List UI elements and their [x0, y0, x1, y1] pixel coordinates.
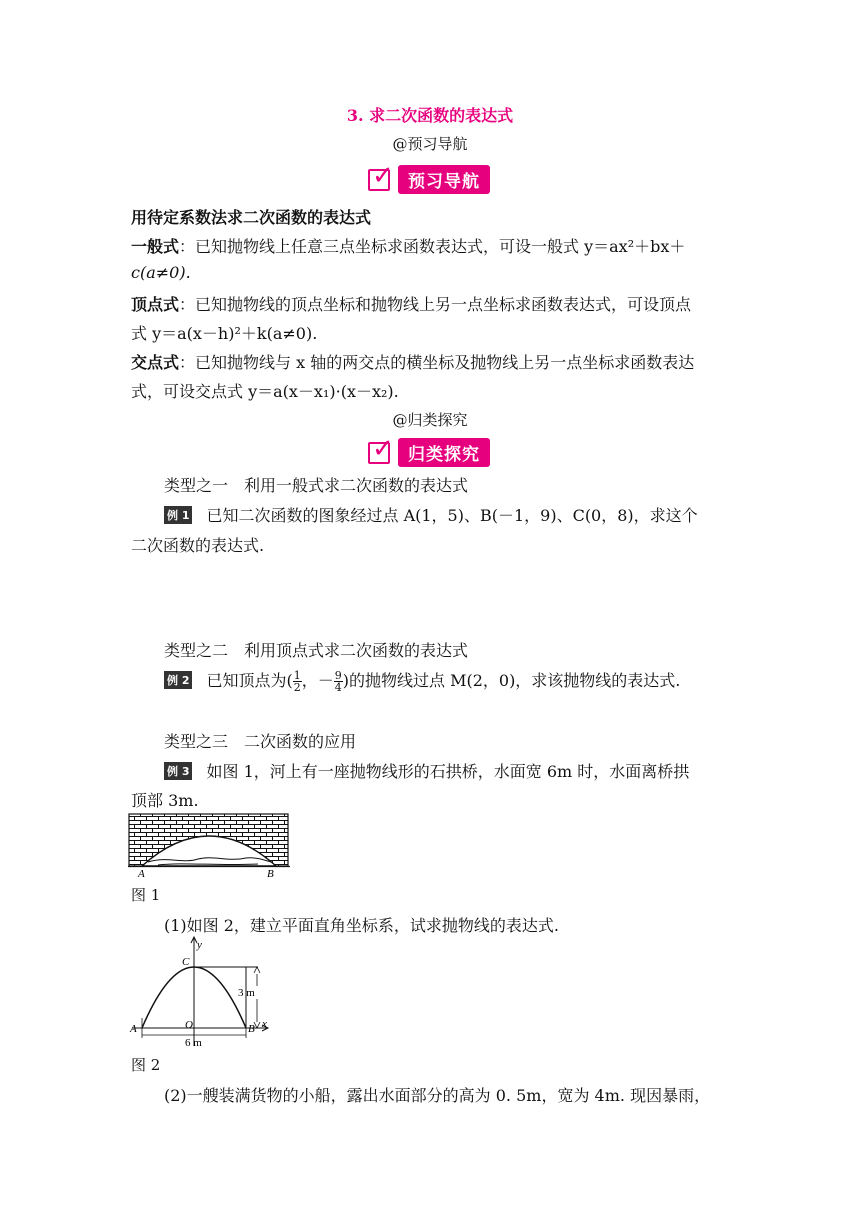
example2-tag: 例 2 — [164, 671, 192, 689]
figure1-bridge — [128, 812, 290, 880]
fig1-label-b: B — [267, 868, 274, 880]
section-marker-explore: @归类探究 — [392, 411, 468, 429]
badge-label: 预习导航 — [398, 165, 490, 194]
fraction-nine-quarters: $\frac{9}{4}$ — [334, 669, 342, 694]
general-form-text: ：已知抛物线上任意三点坐标求函数表达式，可设一般式 y＝ax²＋bx＋ — [179, 237, 686, 256]
example2-post: )的抛物线过点 M(2，0)，求该抛物线的表达式. — [342, 671, 681, 690]
section-marker-preview: @预习导航 — [392, 135, 468, 153]
question1: (1)如图 2，建立平面直角坐标系，试求抛物线的表达式. — [164, 916, 560, 935]
type2-heading: 类型之二 利用顶点式求二次函数的表达式 — [164, 641, 469, 660]
example2-line — [164, 668, 680, 693]
method-heading: 用待定系数法求二次函数的表达式 — [131, 208, 372, 227]
fraction-one-half: $\frac{1}{2}$ — [293, 669, 301, 694]
checkbox-icon: ✓ — [368, 442, 390, 464]
fig2-label-b: B — [248, 1023, 255, 1035]
fig2-height-label: 3 m — [238, 987, 255, 999]
vertex-form-label: 顶点式 — [131, 295, 180, 314]
vertex-form-line2: 式 y＝a(x－h)²＋k(a≠0). — [131, 324, 318, 343]
example3-text: 如图 1，河上有一座抛物线形的石拱桥，水面宽 6m 时，水面离桥拱 — [206, 762, 690, 781]
fig1-label-a: A — [138, 868, 145, 880]
intercept-form-line2: 式，可设交点式 y＝a(x－x₁)·(x－x₂). — [131, 382, 399, 401]
fig2-label-a: A — [130, 1023, 137, 1035]
type1-heading: 类型之一 利用一般式求二次函数的表达式 — [164, 476, 469, 495]
example3-line1 — [164, 759, 689, 782]
example1-tag: 例 1 — [164, 506, 192, 524]
page-title: 3. 求二次函数的表达式 — [346, 106, 514, 125]
intercept-form-line1 — [131, 350, 694, 373]
vertex-form-text: ：已知抛物线的顶点坐标和抛物线上另一点坐标求函数表达式，可设顶点 — [179, 295, 692, 314]
checkbox-icon: ✓ — [368, 169, 390, 191]
general-form-line1 — [131, 234, 685, 257]
fig2-label-x: x — [262, 1018, 267, 1030]
section-badge-explore — [368, 433, 490, 467]
example3-tag: 例 3 — [164, 762, 192, 780]
general-form-line2: c(a≠0). — [131, 263, 191, 282]
figure1-caption: 图 1 — [131, 886, 161, 904]
example1-line2: 二次函数的表达式. — [131, 536, 265, 555]
intercept-form-label: 交点式 — [131, 353, 180, 372]
badge-label: 归类探究 — [398, 438, 490, 467]
example1-line1 — [164, 503, 698, 526]
fig2-label-y: y — [197, 939, 202, 951]
vertex-form-line1 — [131, 292, 691, 315]
figure2-caption: 图 2 — [131, 1056, 161, 1074]
question2: (2)一艘装满货物的小船，露出水面部分的高为 0. 5m，宽为 4m. 现因暴雨， — [164, 1086, 711, 1105]
fig2-label-o: O — [185, 1019, 193, 1031]
fig2-label-c: C — [182, 956, 190, 968]
example1-text: 已知二次函数的图象经过点 A(1，5)、B(－1，9)、C(0，8)，求这个 — [206, 506, 698, 525]
figure2-parabola — [126, 934, 282, 1050]
example2-mid: ，－ — [301, 671, 334, 690]
general-form-label: 一般式 — [131, 237, 180, 256]
fig2-width-label: 6 m — [185, 1037, 202, 1049]
example2-pre: 已知顶点为( — [206, 671, 293, 690]
intercept-form-text: ：已知抛物线与 x 轴的两交点的横坐标及抛物线上另一点坐标求函数表达 — [179, 353, 695, 372]
example3-line2: 顶部 3m. — [131, 791, 199, 810]
type3-heading: 类型之三 二次函数的应用 — [164, 732, 357, 751]
section-badge-preview — [368, 160, 490, 194]
